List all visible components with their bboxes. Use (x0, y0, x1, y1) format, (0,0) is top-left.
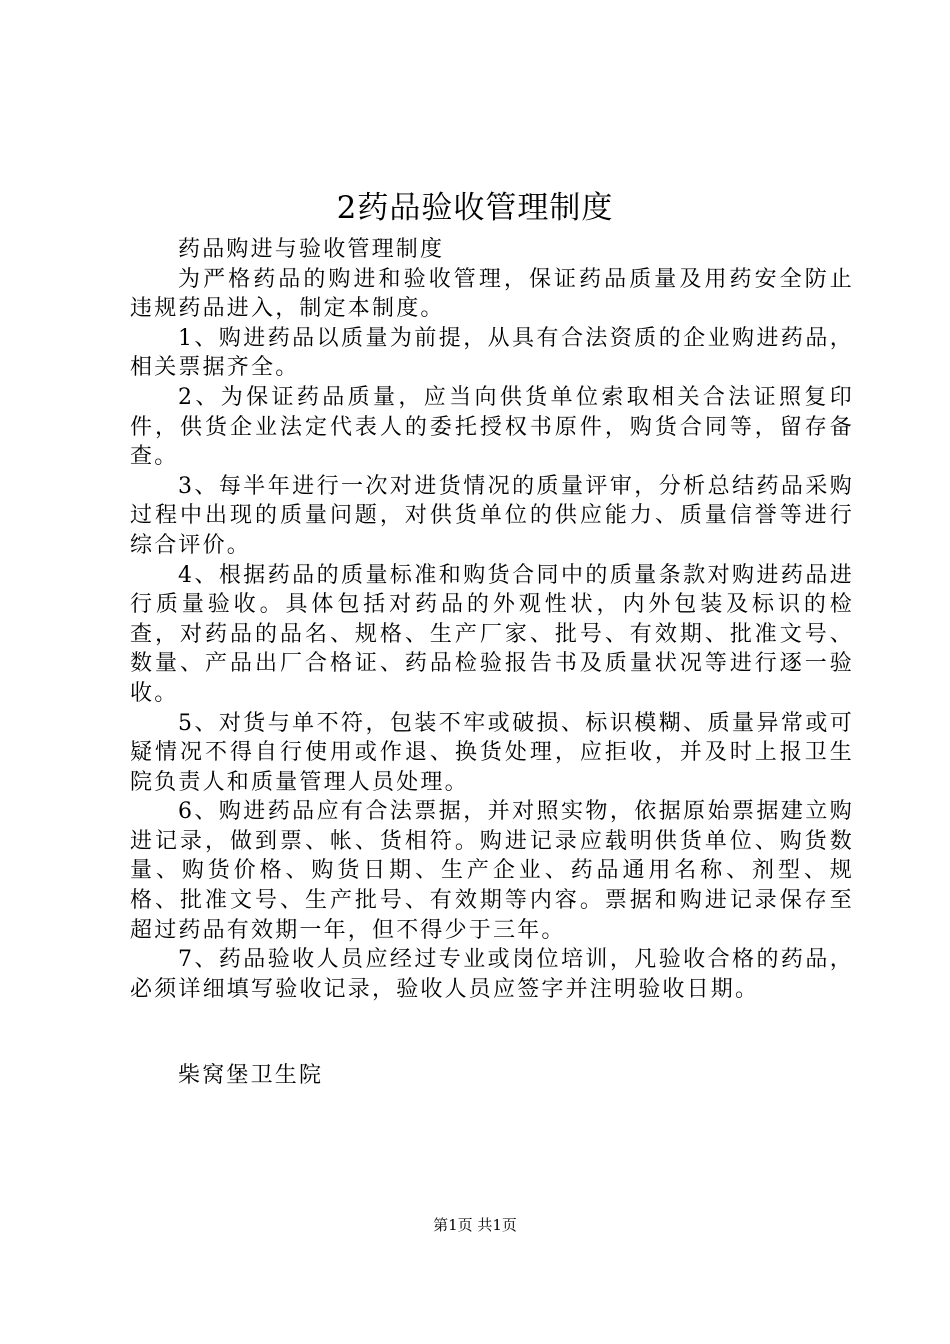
clause-5-paragraph: 5、对货与单不符，包装不牢或破损、标识模糊、质量异常或可疑情况不得自行使用或作退、换货处理，应拒收，并及时上报卫生院负责人和质量管理人员处理。 (130, 710, 854, 795)
clause-6-paragraph: 6、购进药品应有合法票据，并对照实物，依据原始票据建立购进记录，做到票、帐、货相符。购进记录应载明供货单位、购货数量、购货价格、购货日期、生产企业、药品通用名称、剂型、规格、批准文号、生产批号、有效期等内容。票据和购进记录保存至超过药品有效期一年，但不得少于三年。 (130, 799, 854, 943)
intro-paragraph: 为严格药品的购进和验收管理，保证药品质量及用药安全防止违规药品进入，制定本制度。 (130, 266, 854, 322)
page-footer: 第1页 共1页 (433, 1216, 517, 1234)
clause-1-paragraph: 1、购进药品以质量为前提，从具有合法资质的企业购进药品，相关票据齐全。 (130, 325, 854, 381)
clause-3-paragraph: 3、每半年进行一次对进货情况的质量评审，分析总结药品采购过程中出现的质量问题，对供货单位的供应能力、质量信誉等进行综合评价。 (130, 473, 854, 558)
signature-organization: 柴窝堡卫生院 (178, 1063, 324, 1088)
document-title: 2药品验收管理制度 (336, 190, 614, 226)
clause-2-paragraph: 2、为保证药品质量，应当向供货单位索取相关合法证照复印件，供货企业法定代表人的委托授权书原件，购货合同等，留存备查。 (130, 384, 854, 470)
clause-4-paragraph: 4、根据药品的质量标准和购货合同中的质量条款对购进药品进行质量验收。具体包括对药品的外观性状，内外包装及标识的检查，对药品的品名、规格、生产厂家、批号、有效期、批准文号、数量、产品出厂合格证、药品检验报告书及质量状况等进行逐一验收。 (130, 562, 854, 706)
document-body (130, 235, 854, 1004)
subtitle-paragraph: 药品购进与验收管理制度 (178, 237, 445, 262)
clause-7-paragraph: 7、药品验收人员应经过专业或岗位培训，凡验收合格的药品，必须详细填写验收记录，验收人员应签字并注明验收日期。 (130, 947, 854, 1002)
